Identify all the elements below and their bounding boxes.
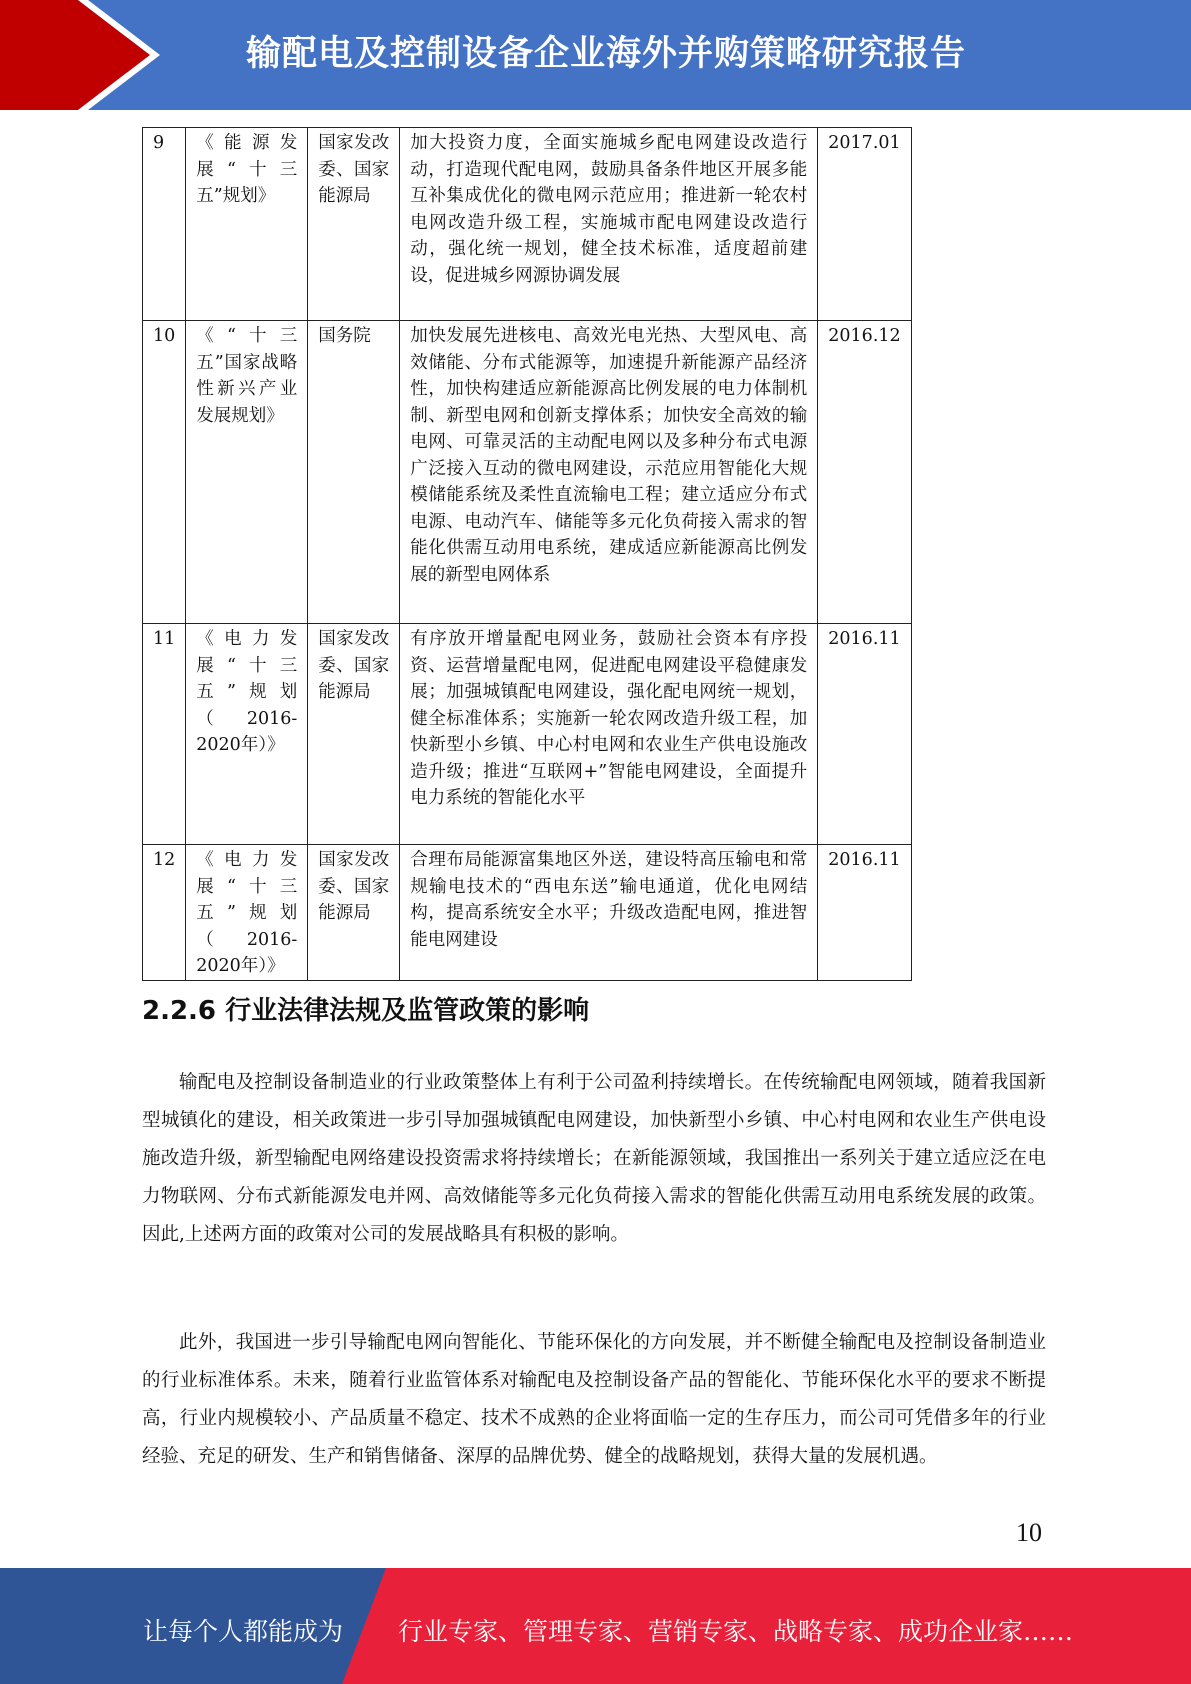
body-paragraph: 此外，我国进一步引导输配电网向智能化、节能环保化的方向发展，并不断健全输配电及控制设备制造业的行业标准体系。未来，随着行业监管体系对输配电及控制设备产品的智能化、节能环保化水平的要求不断提高，行业内规模较小、产品质量不稳定、技术不成熟的企业将面临一定的生存压力，而公司可凭借多年的行业经验、充足的研发、生产和销售储备、深厚的品牌优势、健全的战略规划，获得大量的发展机遇。	[142, 1332, 1046, 1467]
cell-date: 2016.11	[818, 845, 911, 981]
cell-department: 国家发改委、国家能源局	[308, 845, 400, 981]
cell-policy-name: 《能源发展“十三五”规划》	[186, 128, 308, 321]
footer-slogan-right: 行业专家、管理专家、营销专家、战略专家、成功企业家……	[398, 1617, 1074, 1646]
table-row	[143, 845, 912, 981]
cell-date: 2017.01	[818, 128, 911, 321]
cell-no: 10	[143, 321, 186, 624]
cell-no: 11	[143, 624, 186, 845]
cell-date: 2016.11	[818, 624, 911, 845]
section-heading: 2.2.6 行业法律法规及监管政策的影响	[142, 996, 590, 1026]
cell-policy-name: 《“十三五”国家战略性新兴产业发展规划》	[186, 321, 308, 624]
body-paragraph: 输配电及控制设备制造业的行业政策整体上有利于公司盈利持续增长。在传统输配电网领域，随着我国新型城镇化的建设，相关政策进一步引导加强城镇配电网建设，加快新型小乡镇、中心村电网和农业生产供电设施改造升级，新型输配电网络建设投资需求将持续增长；在新能源领域，我国推出一系列关于建立适应泛在电力物联网、分布式新能源发电并网、高效储能等多元化负荷接入需求的智能化供需互动用电系统发展的政策。因此,上述两方面的政策对公司的发展战略具有积极的影响。	[142, 1072, 1046, 1245]
cell-department: 国务院	[308, 321, 400, 624]
cell-policy-name: 《电力发展“十三五”规划（2016-2020年）》	[186, 845, 308, 981]
cell-content: 有序放开增量配电网业务，鼓励社会资本有序投资、运营增量配电网，促进配电网建设平稳健康发展；加强城镇配电网建设，强化配电网统一规划，健全标准体系；实施新一轮农网改造升级工程，加快新型小乡镇、中心村电网和农业生产供电设施改造升级；推进“互联网+”智能电网建设，全面提升电力系统的智能化水平	[400, 624, 818, 845]
cell-department: 国家发改委、国家能源局	[308, 128, 400, 321]
page-footer	[0, 1568, 1191, 1684]
cell-department: 国家发改委、国家能源局	[308, 624, 400, 845]
report-title: 输配电及控制设备企业海外并购策略研究报告	[246, 34, 967, 74]
header-red-arrow	[0, 0, 150, 110]
table-row	[143, 321, 912, 624]
cell-content: 加大投资力度，全面实施城乡配电网建设改造行动，打造现代配电网，鼓励具备条件地区开展多能互补集成优化的微电网示范应用；推进新一轮农村电网改造升级工程，实施城市配电网建设改造行动，强化统一规划，健全技术标准，适度超前建设，促进城乡网源协调发展	[400, 128, 818, 321]
cell-date: 2016.12	[818, 321, 911, 624]
page-number: 10	[1016, 1518, 1042, 1547]
page-header	[0, 0, 1191, 110]
cell-no: 12	[143, 845, 186, 981]
policy-table	[142, 127, 912, 981]
table-row	[143, 128, 912, 321]
cell-content: 合理布局能源富集地区外送，建设特高压输电和常规输电技术的“西电东送”输电通道，优化电网结构，提高系统安全水平；升级改造配电网，推进智能电网建设	[400, 845, 818, 981]
cell-policy-name: 《电力发展“十三五”规划（2016-2020年）》	[186, 624, 308, 845]
cell-no: 9	[143, 128, 186, 321]
footer-slogan-left: 让每个人都能成为	[143, 1617, 344, 1646]
table-row	[143, 624, 912, 845]
cell-content: 加快发展先进核电、高效光电光热、大型风电、高效储能、分布式能源等，加速提升新能源产品经济性，加快构建适应新能源高比例发展的电力体制机制、新型电网和创新支撑体系；加快安全高效的输电网、可靠灵活的主动配电网以及多种分布式电源广泛接入互动的微电网建设，示范应用智能化大规模储能系统及柔性直流输电工程；建立适应分布式电源、电动汽车、储能等多元化负荷接入需求的智能化供需互动用电系统，建成适应新能源高比例发展的新型电网体系	[400, 321, 818, 624]
